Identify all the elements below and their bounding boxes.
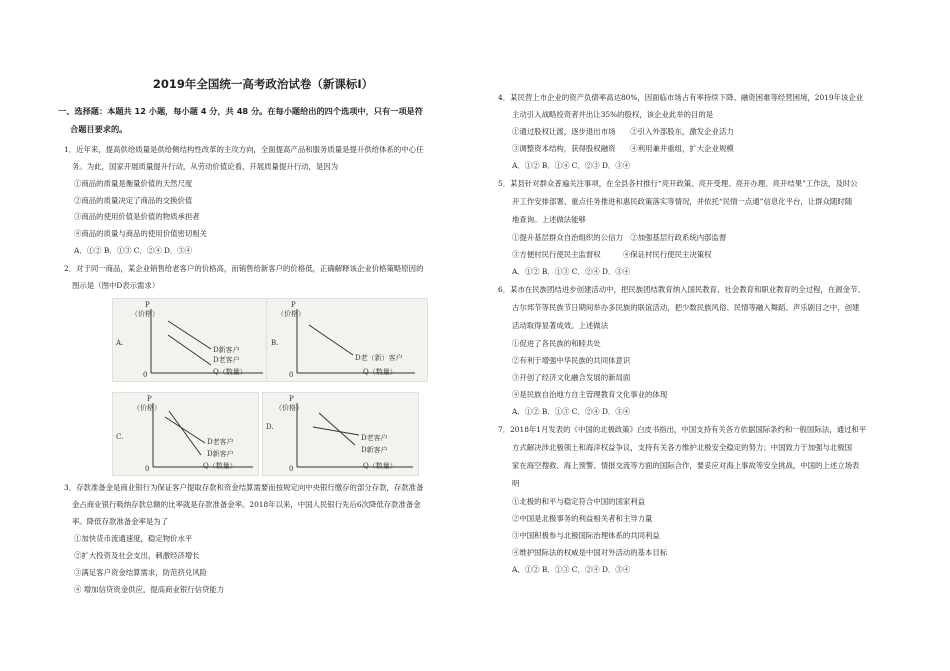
q1-option-4: ④商品的质量与商品的使用价值密切相关 <box>74 229 208 238</box>
graph-a-p-label: P <box>145 301 150 309</box>
q5-stem-2: 开工作安排部署、重点任务推进和惠民政策落实等情况，并依托“民情一点通”信息化平台，让群众随时随 <box>512 197 853 206</box>
q7-option-4: ④维护国际法的权威是中国对外活动的基本目标 <box>512 548 668 557</box>
q4-option-row-1: ①通过股权让渡，逐步退出市场 ②引入外部股东，激发企业活力 <box>512 127 734 136</box>
graph-a-d2-label: D老客户 <box>213 356 240 364</box>
q5-answers: A．①② B．①③ C．②④ D．③④ <box>512 267 631 276</box>
q7-answers: A．①② B．①③ C．②④ D．③④ <box>512 565 631 574</box>
graph-b <box>266 298 428 382</box>
q3-option-1: ①加快货币流通速度，稳定物价水平 <box>74 534 193 543</box>
graph-a-letter: A. <box>116 339 124 347</box>
graph-b-d1-label: D老（新）客户 <box>355 354 403 362</box>
graph-d-d1-label: D老客户 <box>361 434 388 442</box>
q6-option-3: ③开创了经济文化融合发展的新局面 <box>512 373 631 382</box>
graph-a-p-unit: （价格） <box>131 310 159 318</box>
q1-answers: A．①② B．①③ C．②④ D．③④ <box>74 246 193 255</box>
graph-a-curve-old <box>168 335 211 365</box>
graph-a-curve-new <box>168 321 211 349</box>
graph-a-q-label: Q（数量） <box>213 368 247 376</box>
q6-stem-1: 6．某市在民族团结进步创建活动中，把民族团结教育纳入国民教育、社会教育和职业教育的全过程，在源金节、 <box>498 285 865 294</box>
q2-stem-1: 2．对于同一商品，某企业销售给老客户的价格高，而销售给新客户的价格低，正确解释该企业价格策略原因的 <box>64 264 424 273</box>
exam-title: 2019年全国统一高考政治试卷（新课标Ⅰ） <box>152 77 374 91</box>
q7-stem-3: 家在海空搜救、海上预警、情报交流等方面的国际合作，要妥应对海上事故等安全挑战，中国的上述立场表 <box>512 461 860 470</box>
q7-option-1: ①北极的和平与稳定符合中国的国家利益 <box>512 497 646 506</box>
q5-stem-1: 5．某县针对群众普遍关注事项，在全县各村推行“亮开政策、亮开受理、亮开办理、亮开结果”工作法，及时公 <box>498 179 858 188</box>
q7-stem-1: 7．2018年1月发表的《中国的北极政策》白皮书指出，中国支持有关各方依据国际条约和一般国际法，通过和平 <box>498 425 867 434</box>
graph-a-origin: 0 <box>143 371 148 379</box>
graph-b-p-label: P <box>291 301 296 309</box>
graph-c-d2-label: D新客户 <box>207 450 234 458</box>
q1-option-3: ③商品的使用价值是价值的物质承担者 <box>74 212 200 221</box>
q5-stem-3: 地查询。上述做法能够 <box>512 215 586 224</box>
q4-answers: A．①② B．①④ C．②③ D．③④ <box>512 161 631 170</box>
q3-option-2: ②扩大投资及社会支出，刺激经济增长 <box>74 551 200 560</box>
q4-stem-1: 4．某民营上市企业的资产负债率高达80%，因面临市场占有率持续下降、融资困难等经营困境，2019年该企业 <box>498 93 864 102</box>
graph-b-q-label: Q（数量） <box>363 368 397 376</box>
graph-b-curve <box>309 325 353 355</box>
graph-d-d2-label: D新客户 <box>361 446 388 454</box>
graph-c <box>112 392 259 476</box>
graph-c-curve-new <box>169 411 201 455</box>
q1-stem-1: 1．近年来，提高供给质量是供给侧结构性改革的主攻方向，全面提高产品和服务质量是提升供给体系的中心任 <box>64 145 424 154</box>
q5-option-row-1: ①提升基层群众自治组织的公信力 ②加强基层行政系统内部监督 <box>512 233 727 242</box>
q3-option-3: ③满足客户资金结算需求，防范挤兑风险 <box>74 568 208 577</box>
graph-c-p-label: P <box>147 395 152 403</box>
q4-stem-2: 主动引入战略投资者并出让35%的股权，该企业此举的目的是 <box>512 110 714 119</box>
graph-d-p-label: P <box>289 395 294 403</box>
graph-c-origin: 0 <box>145 465 150 473</box>
section-heading-line-2: 合题目要求的。 <box>70 124 128 134</box>
graph-b-origin: 0 <box>289 371 294 379</box>
graph-b-letter: B. <box>271 339 279 347</box>
q7-option-2: ②中国是北极事务的利益相关者和主导力量 <box>512 514 653 523</box>
q2-stem-2: 图示是（图中D表示需求） <box>72 281 160 290</box>
q1-option-2: ②商品的质量决定了商品的交换价值 <box>74 196 193 205</box>
q6-option-2: ②有利于增强中华民族的共同体意识 <box>512 356 631 365</box>
q5-option-row-2: ③方便村民行使民主监督权 ④保证村民行使民主决策权 <box>512 250 712 259</box>
graph-a-d1-label: D新客户 <box>213 346 240 354</box>
graph-d-p-unit: （价格） <box>275 404 303 412</box>
q4-option-row-2: ③调整资本结构，获得股权融资 ④利用兼并重组，扩大企业规模 <box>512 144 734 153</box>
graph-d-letter: D. <box>266 423 274 431</box>
graph-c-d1-label: D老客户 <box>207 438 234 446</box>
graph-a <box>112 298 274 382</box>
q3-stem-3: 率。降低存款准备金率是为了 <box>72 517 169 526</box>
q7-stem-2: 方式解决涉北极领土和海洋权益争议，支持有关各方维护北极安全稳定的努力；中国致力于加强与北极国 <box>512 443 852 452</box>
q6-option-1: ①促进了各民族的和睦共处 <box>512 339 601 348</box>
graph-c-curve-old <box>165 417 205 443</box>
q3-stem-2: 金占商业银行吸纳存款总额的比率就是存款准备金率。2018年以来，中国人民银行先后6次降低存款准备金 <box>72 500 421 509</box>
graph-d-origin: 0 <box>289 465 294 473</box>
q3-option-4: ④ 增加信贷资金供应，提高商业银行信贷能力 <box>74 585 225 594</box>
q1-stem-2: 务。为此，国家开展质量提升行动，从劳动价值论看，开展质量提升行动，是因为 <box>72 162 339 171</box>
section-heading-line-1: 一、选择题：本题共 12 小题，每小题 4 分，共 48 分。在每小题给出的四个选项中，只有一项是符 <box>58 106 423 116</box>
graph-d <box>262 392 419 476</box>
q3-stem-1: 3．存款准备金是商业银行为保证客户提取存款和资金结算需要而按规定向中央银行缴存的部分存款，存款准备 <box>64 483 424 492</box>
q6-stem-2: 古尔邦节等民族节日期间举办多民族的联谊活动，把少数民族风俗、民情等融入舞蹈、声乐剧目之中，创建 <box>512 303 860 312</box>
q7-stem-4: 明 <box>512 479 520 488</box>
q6-stem-3: 活动取得显著成效。上述做法 <box>512 321 609 330</box>
q6-option-4: ④是民族自治地方自主管理教育文化事业的体现 <box>512 390 668 399</box>
q1-option-1: ①商品的质量是衡量价值的天然尺度 <box>74 179 193 188</box>
q7-option-3: ③中国积极参与北极国际治理体系的共同利益 <box>512 531 660 540</box>
graph-b-p-unit: （价格） <box>277 310 305 318</box>
graph-c-letter: C. <box>116 433 124 441</box>
q6-answers: A．①② B．①③ C．②④ D．③④ <box>512 407 631 416</box>
graph-c-p-unit: （价格） <box>133 404 161 412</box>
graph-c-q-label: Q（数量） <box>203 462 237 470</box>
graph-d-q-label: Q（数量） <box>363 462 397 470</box>
